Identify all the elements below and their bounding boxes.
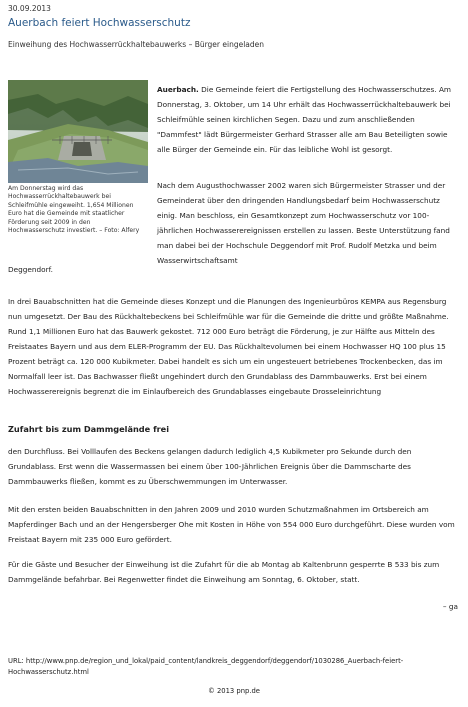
author-signature: – ga xyxy=(442,602,458,611)
article-title: Auerbach feiert Hochwasserschutz xyxy=(8,17,191,29)
paragraph-earlier-phases: Mit den ersten beiden Bauabschnitten in den Jahren 2009 und 2010 wurden Schutzmaßnahmen im Ortsbereich am Mapferdinger Bach und an der Hengersberger Ohe mit Kosten in Höhe von 554 000 Euro durchgeführt. Diese wurden vom Freistaat Bayern mit 235 000 Euro gefördert. xyxy=(8,505,455,544)
paragraph-intro xyxy=(157,82,457,157)
paragraph-background: Nach dem Augusthochwasser 2002 waren sich Bürgermeister Strasser und der Gemeinderat über den dringenden Handlungsbedarf beim Hochwasserschutz einig. Man beschloss, ein Gesamtkonzept zum Hochwasserschutz vor 100-jährlichen Hochwasserereignissen erstellen zu lassen. Beste Unterstützung fand man dabei bei der Hochschule Deggendorf mit Prof. Rudolf Metzka und beim Wasserwirtschaftsamt xyxy=(157,181,450,265)
article-subtitle: Einweihung des Hochwasserrückhaltebauwerks – Bürger eingeladen xyxy=(8,40,265,49)
source-url[interactable]: URL: http://www.pnp.de/region_und_lokal/paid_content/landkreis_deggendorf/deggendorf/1030286_Auerbach-feiert-Hochwasserschutz.html xyxy=(8,657,404,676)
paragraph-background-end: Deggendorf. xyxy=(8,265,53,274)
dam-photo-image xyxy=(8,80,148,183)
paragraph-flow: den Durchfluss. Bei Volllaufen des Beckens gelangen dadurch lediglich 4,5 Kubikmeter pro Sekunde durch den Grundablass. Erst wenn die Wassermassen bei einem über 100-Jährlichen Ereignis über die Dammscharte des Dammbauwerks fließen, kommt es zu Überschwemmungen im Unterwasser. xyxy=(8,447,412,486)
section-subheading: Zufahrt bis zum Dammgelände frei xyxy=(8,424,170,434)
lead-place: Auerbach. xyxy=(157,85,199,94)
paragraph-construction: In drei Bauabschnitten hat die Gemeinde dieses Konzept und die Planungen des Ingenieurbüros KEMPA aus Regensburg nun umgesetzt. Der Bau des Rückhaltebeckens bei Schleifmühle war für die Gemeinde die dritte und größte Maßnahme. Rund 1,1 Millionen Euro hat das Bauwerk gekostet. 712 000 Euro beträgt die Förderung, je zur Hälfte aus Mitteln des Freistaates Bayern und aus dem ELER-Programm der EU. Das Rückhaltevolumen bei einem Hochwasser HQ 100 plus 15 Prozent beträgt ca. 120 000 Kubikmeter. Dabei handelt es sich um ein ungesteuert betriebenes Trockenbecken, das im Normalfall leer ist. Das Bachwasser fließt ungehindert durch den Grundablass des Dammbauwerks. Erst bei einem Hochwasserereignis begrenzt die im Einlaufbereich des Grundablasses eingebaute Drosseleinrichtung xyxy=(8,297,449,396)
paragraph-intro-text: Die Gemeinde feiert die Fertigstellung des Hochwasserschutzes. Am Donnerstag, 3. Oktober, um 14 Uhr erhält das Hochwasserrückhaltebauwerk bei Schleifmühle seinen kirchlichen Segen. Dazu und zum anschließenden "Dammfest" lädt Bürgermeister Gerhard Strasser alle am Bau Beteiligten sowie alle Bürger der Gemeinde ein. Für das leibliche Wohl ist gesorgt. xyxy=(157,85,452,154)
photo-caption: Am Donnerstag wird das Hochwasserrückhaltebauwerk bei Schleifmühle eingeweiht. 1,654 Millionen Euro hat die Gemeinde mit staatlicher Förderung seit 2009 in den Hochwasserschutz investiert. – Foto: Alfery xyxy=(8,185,140,235)
copyright-notice: © 2013 pnp.de xyxy=(207,687,260,695)
paragraph-access: Für die Gäste und Besucher der Einweihung ist die Zufahrt für die ab Montag ab Kaltenbrunn gesperrte B 533 bis zum Dammgelände befahrbar. Bei Regenwetter findet die Einweihung am Sonntag, 6. Oktober, statt. xyxy=(8,560,440,584)
article-photo xyxy=(8,80,148,183)
article-date: 30.09.2013 xyxy=(8,4,51,13)
